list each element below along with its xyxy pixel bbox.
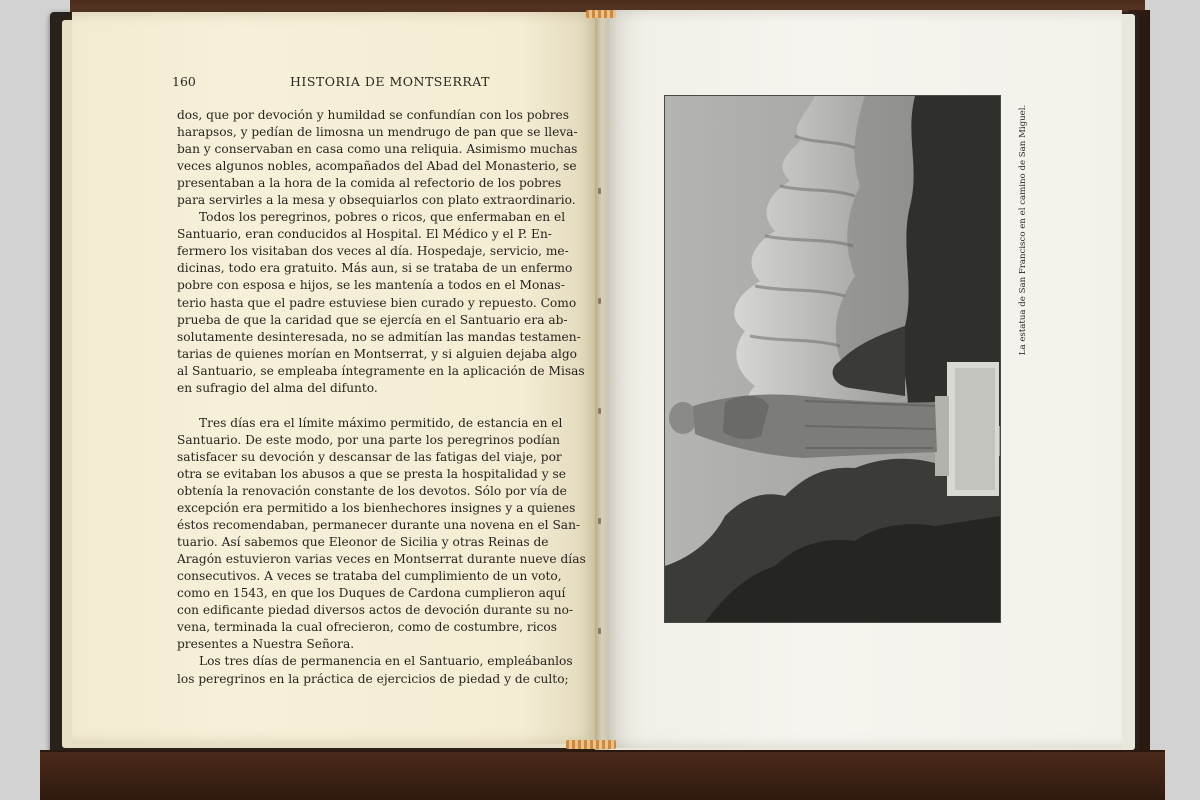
text-line: dos, que por devoción y humildad se confundían con los pobres	[177, 108, 570, 122]
text-line: satisfacer su devoción y descansar de las fatigas del viaje, por	[177, 449, 562, 464]
text-line: presentaban a la hora de la comida al refectorio de los pobres	[177, 176, 562, 191]
text-line: harapsos, y pedían de limosna un mendrugo de pan que se lleva-	[177, 125, 578, 140]
binding-stitch	[598, 298, 601, 304]
text-line: Todos los peregrinos, pobres o ricos, que enfermaban en el	[199, 210, 566, 225]
page-number: 160	[172, 74, 196, 89]
text-line: éstos recomendaban, permanecer durante una novena en el San-	[177, 518, 581, 533]
text-line: fermero los visitaban dos veces al día. Hospedaje, servicio, me-	[177, 244, 569, 259]
body-text	[177, 107, 586, 688]
photo-caption: La estatua de San Francisco en el camino de San Miguel.	[1018, 104, 1028, 356]
text-line: al Santuario, se empleaba íntegramente en la aplicación de Misas	[177, 363, 585, 378]
text-line: dicinas, todo era gratuito. Más aun, si se trataba de un enfermo	[177, 261, 573, 276]
text-line: Aragón estuvieron varias veces en Montserrat durante nueve días	[177, 552, 586, 567]
text-line: Santuario, eran conducidos al Hospital. El Médico y el P. En-	[177, 227, 552, 242]
text-line: obtenía la renovación constante de los devotos. Sólo por vía de	[177, 483, 567, 498]
page-header	[172, 74, 572, 94]
text-line: solutamente desinteresada, no se admitían las mandas testamen-	[177, 329, 581, 344]
statue-photo	[665, 96, 1000, 622]
text-line: Santuario. De este modo, por una parte los peregrinos podían	[177, 432, 560, 447]
text-line: como en 1543, en que los Duques de Cardona cumplieron aquí	[177, 586, 566, 601]
binding-stitch	[598, 188, 601, 194]
text-line: para servirles a la mesa y obsequiarlos con plato extraordinario.	[177, 193, 576, 208]
text-line: excepción era permitido a los bienhechores insignes y a quienes	[177, 501, 576, 516]
text-line: otra se evitaban los abusos a que se presta la hospitalidad y se	[177, 466, 566, 481]
text-line: los peregrinos en la práctica de ejercicios de piedad y de culto;	[177, 671, 569, 686]
text-line: consecutivos. A veces se trataba del cumplimiento de un voto,	[177, 569, 562, 584]
book-gutter	[595, 10, 609, 750]
photo-plate	[665, 96, 1000, 622]
stand-base	[40, 750, 1165, 800]
headband-bottom	[566, 740, 616, 749]
text-line: tarias de quienes morían en Montserrat, y si alguien dejaba algo	[177, 346, 577, 361]
text-line: presentes a Nuestra Señora.	[177, 637, 355, 652]
text-line: vena, terminada la cual ofrecieron, como de costumbre, ricos	[177, 620, 558, 635]
text-line: prueba de que la caridad que se ejercía en el Santuario era ab-	[177, 312, 568, 327]
text-line: veces algunos nobles, acompañados del Abad del Monasterio, se	[177, 159, 577, 174]
text-line: tuario. Así sabemos que Eleonor de Sicilia y otras Reinas de	[177, 535, 549, 550]
paragraph-gap	[177, 397, 543, 415]
headband-top	[586, 10, 616, 18]
text-line: ban y conservaban en casa como una reliquia. Asimismo muchas	[177, 142, 578, 157]
text-line: Los tres días de permanencia en el Santuario, empleábanlos	[199, 654, 573, 669]
binding-stitch	[598, 408, 601, 414]
text-line: pobre con esposa e hijos, se les mantenía a todos en el Monas-	[177, 278, 565, 293]
text-line: con edificante piedad diversos actos de devoción durante su no-	[177, 603, 574, 618]
binding-stitch	[598, 628, 601, 634]
running-head: HISTORIA DE MONTSERRAT	[290, 74, 490, 89]
binding-stitch	[598, 518, 601, 524]
text-line: Tres días era el límite máximo permitido, de estancia en el	[199, 415, 563, 430]
text-line: en sufragio del alma del difunto.	[177, 380, 378, 395]
text-line: terio hasta que el padre estuviese bien curado y repuesto. Como	[177, 295, 577, 310]
